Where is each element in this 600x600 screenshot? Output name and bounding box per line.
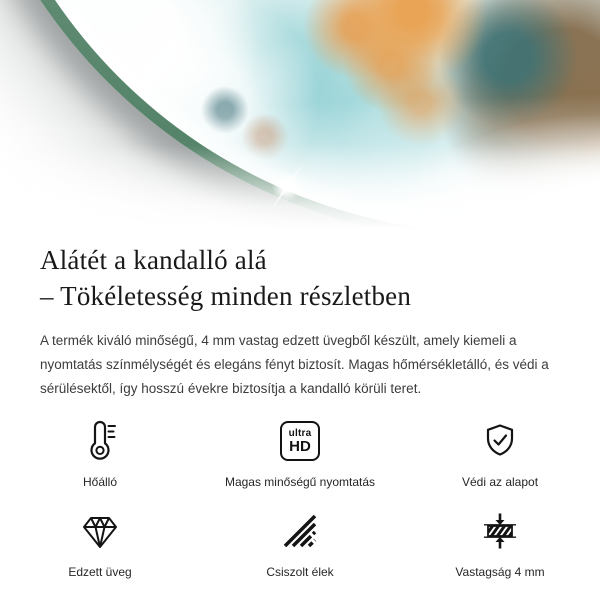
product-photo bbox=[0, 0, 600, 234]
thickness-icon bbox=[480, 507, 520, 555]
feature-label: Védi az alapot bbox=[461, 475, 539, 489]
feature-thickness bbox=[400, 507, 600, 579]
page-title-line2: – Tökéletesség minden részletben bbox=[40, 281, 412, 311]
feature-label: Edzett üveg bbox=[68, 565, 132, 579]
ultra-hd-badge-bottom: HD bbox=[289, 437, 311, 455]
feature-heat-resistant bbox=[0, 417, 200, 489]
feature-label: Vastagság 4 mm bbox=[455, 565, 545, 579]
polished-edge-icon bbox=[280, 507, 320, 555]
feature-label: Csiszolt élek bbox=[266, 565, 334, 579]
page-title bbox=[40, 242, 560, 314]
product-description: A termék kiváló minőségű, 4 mm vastag edzett üvegből készült, amely kiemeli a nyomtatás színmélységét és elegáns fényt biztosít. Magas hőmérsékletálló, és védi a sérülésektől, így hosszú évekre biztosítja a kandalló körüli teret. bbox=[40, 333, 549, 396]
feature-protects-base bbox=[400, 417, 600, 489]
feature-label: Hőálló bbox=[82, 475, 118, 489]
thermometer-icon bbox=[81, 417, 119, 465]
feature-grid bbox=[0, 417, 600, 579]
diamond-icon bbox=[78, 507, 122, 555]
ultra-hd-icon bbox=[280, 417, 320, 465]
feature-polished-edges bbox=[200, 507, 400, 579]
ultra-hd-badge-top: ultra bbox=[288, 427, 312, 439]
feature-tempered-glass bbox=[0, 507, 200, 579]
feature-print-quality bbox=[200, 417, 400, 489]
page-title-line1: Alátét a kandalló alá bbox=[40, 245, 267, 275]
feature-label: Magas minőségű nyomtatás bbox=[224, 475, 376, 489]
shield-check-icon bbox=[480, 417, 520, 465]
